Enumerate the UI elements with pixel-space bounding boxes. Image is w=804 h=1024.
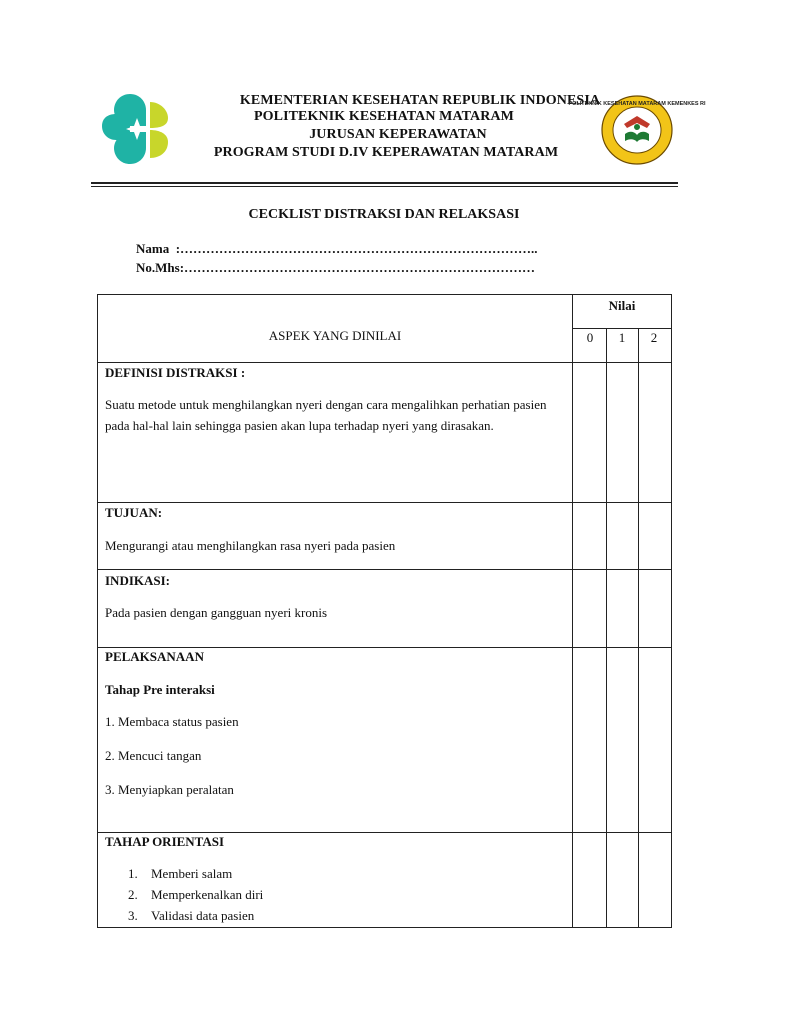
nilai-header: Nilai [608,298,636,313]
nilai-divider [572,328,672,329]
score-2: 2 [650,330,658,345]
score-1: 1 [618,330,626,345]
definisi-heading: DEFINISI DISTRAKSI : [105,365,246,380]
orientasi-item-text: Validasi data pasien [151,908,255,923]
header-ministry: KEMENTERIAN KESEHATAN REPUBLIK INDONESIA [239,93,601,108]
orientasi-item-number: 3. [128,908,138,923]
pelaksanaan-heading: PELAKSANAAN [105,649,204,664]
indikasi-text: Pada pasien dengan gangguan nyeri kronis [105,605,328,620]
orientasi-item-text: Memperkenalkan diri [151,887,264,902]
orientasi-item [105,863,263,884]
score-0: 0 [586,330,594,345]
seal-text: POLITEKNIK KESEHATAN MATARAM KEMENKES RI [568,101,706,107]
name-field: Nama :……………………………………………………………………….. [136,241,538,256]
row-divider-definisi [98,502,671,503]
tujuan-heading: TUJUAN: [105,505,163,520]
tujuan-text: Mengurangi atau menghilangkan rasa nyeri pada pasien [105,538,396,553]
header-rule-thin [91,186,678,187]
orientasi-item [105,905,263,926]
col-divider-1 [638,328,639,927]
orientasi-item [105,884,263,905]
aspek-header: ASPEK YANG DINILAI [268,328,402,343]
orientasi-item-text: Memberi salam [151,866,233,881]
orientasi-list [105,863,263,926]
header-department: JURUSAN KEPERAWATAN [309,127,487,142]
header-polytechnic: POLITEKNIK KESEHATAN MATARAM [253,109,514,124]
orientasi-heading: TAHAP ORIENTASI [105,834,225,849]
document-title: CECKLIST DISTRAKSI DAN RELAKSASI [248,207,520,222]
assessment-table [97,294,672,928]
col-divider-0 [606,328,607,927]
pre-interaksi-item-1: 1. Membaca status pasien [105,714,239,729]
pre-interaksi-item-3: 3. Menyiapkan peralatan [105,782,234,797]
header-rule-thick [91,182,678,184]
orientasi-item-number: 2. [128,887,138,902]
row-divider-tujuan [98,569,671,570]
header-program: PROGRAM STUDI D.IV KEPERAWATAN MATARAM [213,145,559,160]
poltekkes-seal [568,94,706,166]
pre-interaksi-item-2: 2. Mencuci tangan [105,748,202,763]
student-number-field: No.Mhs:……………………………………………………………………… [136,260,536,275]
orientasi-item-number: 1. [128,866,138,881]
indikasi-heading: INDIKASI: [105,573,171,588]
definisi-text: Suatu metode untuk menghilangkan nyeri dengan cara mengalihkan perhatian pasien pada hal-hal lain sehingga pasien akan lupa terhadap nyeri yang dirasakan. [105,397,547,433]
pre-interaksi-subheading: Tahap Pre interaksi [105,682,215,697]
